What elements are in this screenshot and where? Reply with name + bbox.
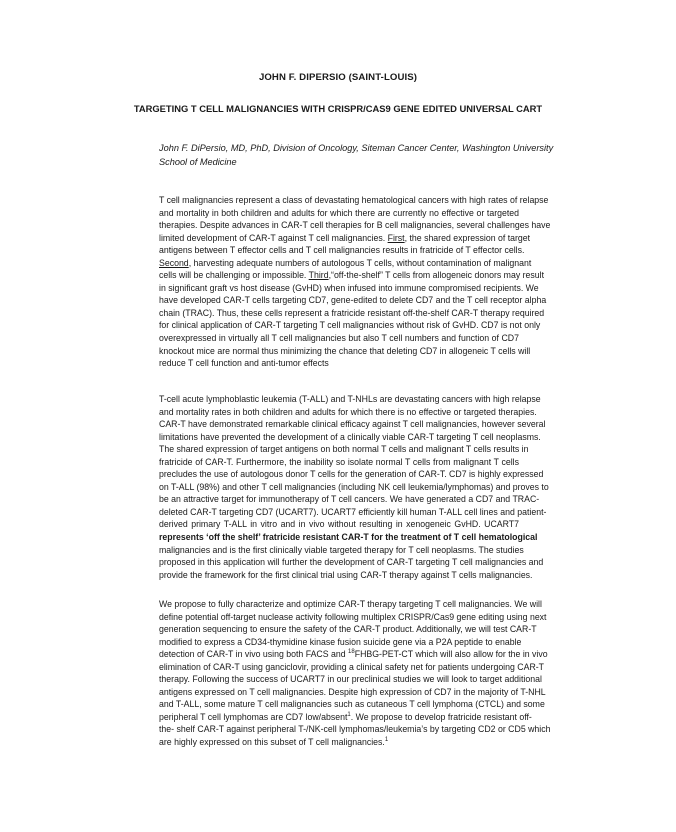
text-line: on T-ALL (98%) and other T cell malignancies (including NK cell leukemia/lymphomas) and proves to (159, 481, 549, 492)
paragraph-3 (159, 598, 551, 749)
paragraph-2 (159, 393, 549, 581)
text-line: therapies. Despite advances in CAR-T cell therapies for B cell malignancies, several challenges have (159, 220, 551, 231)
text-line: and mortality rates in both children and adults for which there is no effective or targeted therapies. (159, 406, 537, 417)
text-line: fratricide of CAR-T. Furthermore, the inability so isolate normal T cells from malignant T cells (159, 456, 519, 467)
text-segment: . We propose to develop fratricide resistant off- (350, 711, 532, 722)
text-line (159, 711, 532, 724)
superscript: 18 (348, 649, 355, 656)
text-line: overexpressed in virtually all T cell malignancies but also T cell numbers and function of CD7 (159, 333, 519, 344)
text-line (159, 648, 548, 661)
text-line: and T-ALL, some mature T cell malignancies such as cutaneous T cell lymphoma (CTCL) and some (159, 699, 545, 710)
text-segment: ,“off-the-shelf” T cells from allogeneic donors may result (328, 270, 545, 281)
text-line: limitations have prevented the development of a clinically viable CAR-T targeting T cell neoplasms. (159, 431, 541, 442)
underlined-word-second: Second (159, 257, 189, 268)
text-line (159, 269, 545, 282)
text-line: We propose to fully characterize and optimize CAR-T therapy targeting T cell malignancies. We will (159, 599, 542, 609)
text-line: precludes the use of autologous donor T cells for the generation of CAR-T. CD7 is highly expressed (159, 469, 544, 480)
text-line: for clinical application of CAR-T targeting T cell malignancies without risk of GvHD. CD7 is not only (159, 320, 541, 331)
text-segment: cells will be challenging or impossible. (159, 270, 307, 281)
text-line: generation sequencing to ensure the safety of the CAR-T product. Additionally, we will test CAR-T (159, 624, 537, 635)
text-line: define potential off-target nuclease activity following multiplex CRISPR/Cas9 gene editing using next (159, 611, 547, 622)
underlined-word-third: Third (308, 270, 329, 281)
author-header: JOHN F. DIPERSIO (SAINT-LOUIS) (258, 72, 418, 83)
text-segment: peripheral T cell lymphomas are CD7 low/absent (159, 711, 348, 722)
text-line: antigens between T effector cells and T cell malignancies results in fratricide of T effector cells. (159, 245, 525, 256)
text-line: chain (TRAC). Thus, these cells represent a fratricide resistant off-the-shelf CAR-T therapy required (159, 307, 545, 318)
text-line: represents ‘off the shelf’ fratricide resistant CAR-T for the treatment of T cell hematological (159, 532, 538, 543)
text-line: T cell malignancies represent a class of devastating hematological cancers with high rates of relapse (159, 195, 549, 205)
text-line: and mortality in both children and adults for which there are currently no effective or targeted (159, 207, 519, 218)
text-segment: limited development of CAR-T against T cell malignancies. (159, 232, 386, 243)
text-line: The shared expression of target antigens on both normal T cells and malignant T cells results in (159, 444, 529, 455)
text-segment: FHBG-PET-CT which will also allow for the in vivo (354, 649, 548, 660)
text-segment: detection of CAR-T in vivo using both FACS and (159, 649, 349, 660)
paragraph-1 (159, 194, 551, 370)
text-line: derived primary T-ALL in vitro and in vivo without resulting in xenogeneic GvHD. UCART7 (159, 519, 519, 530)
text-line: be an attractive target for immunotherapy of T cell cancers. We have generated a CD7 and TRAC- (159, 494, 540, 505)
text-line: T-cell acute lymphoblastic leukemia (T-ALL) and T-NHLs are devastating cancers with high relapse (159, 394, 541, 404)
superscript: 1 (384, 737, 389, 744)
text-line: antigens expressed on T cell malignancies. Despite high expression of CD7 in the majority of T-NHL (159, 686, 546, 697)
text-segment: , the shared expression of target (404, 232, 531, 243)
text-line (159, 232, 531, 245)
text-segment: , harvesting adequate numbers of autologous T cells, without contamination of malignant (188, 257, 532, 268)
text-line: provide the framework for the first clinical trial using CAR-T therapy against T cells malignancies. (159, 569, 533, 580)
text-line: malignancies and is the first clinically viable targeted therapy for T cell neoplasms. The studies (159, 544, 524, 555)
text-line: in significant graft vs host disease (GvHD) when infused into immune compromised recipients. We (159, 282, 539, 293)
text-line: modified to express a CD34-thymidine kinase fusion suicide gene via a P2A peptide to enable (159, 636, 522, 647)
text-line: therapy. Following the success of UCART7 in our preclinical studies we will look to target additional (159, 674, 542, 685)
superscript: 1 (347, 712, 351, 719)
text-line: elimination of CAR-T using ganciclovir, providing a clinical safety net for patients undergoing CAR-T (159, 661, 545, 672)
affiliation-line: John F. DiPersio, MD, PhD, Division of Oncology, Siteman Cancer Center, Washington University (159, 143, 554, 153)
text-line: have developed CAR-T cells targeting CD7, gene-edited to delete CD7 and the T cell receptor alpha (159, 295, 547, 306)
text-line: the- shelf CAR-T against peripheral T-/NK-cell lymphomas/leukemia’s by targeting CD2 or CD5 which (159, 724, 551, 735)
text-line: CAR-T have demonstrated remarkable clinical efficacy against T cell malignancies, however several (159, 419, 546, 430)
text-line: proposed in this application will further the development of CAR-T targeting T cell malignancies and (159, 557, 544, 568)
text-line: deleted CAR-T targeting CD7 (UCART7). UCART7 efficiently kill human T-ALL cell lines and patient- (159, 506, 547, 517)
author-affiliation (159, 141, 554, 169)
text-line (159, 736, 519, 749)
document-title: TARGETING T CELL MALIGNANCIES WITH CRISPR/CAS9 GENE EDITED UNIVERSAL CART (133, 103, 543, 114)
text-segment: are highly expressed on this subset of T cell malignancies. (159, 737, 385, 748)
text-line: reduce T cell function and anti-tumor effects (159, 358, 329, 369)
affiliation-line: School of Medicine (159, 157, 237, 168)
text-line (159, 257, 532, 270)
text-line: knockout mice are normal thus minimizing the chance that deleting CD7 in allogeneic T cells will (159, 345, 531, 356)
underlined-word-first: First (387, 232, 405, 243)
